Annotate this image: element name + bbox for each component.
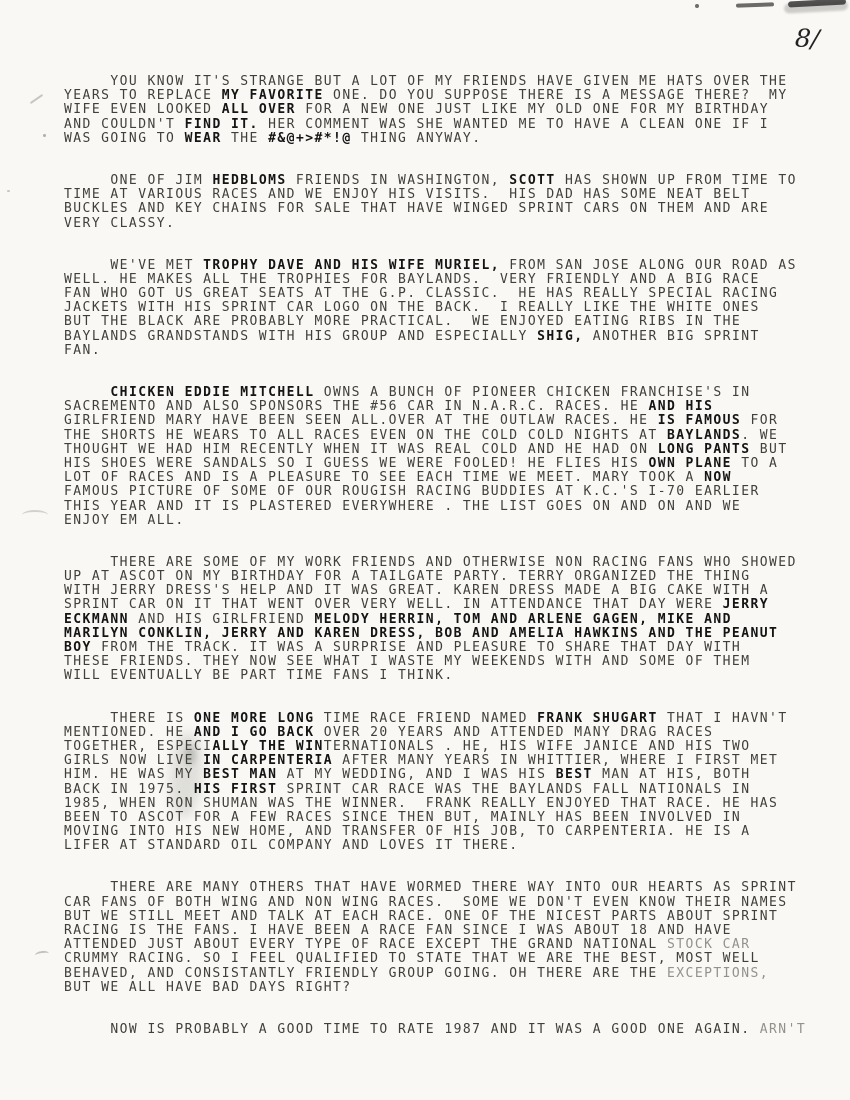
text-segment: SCOTT <box>509 172 556 188</box>
text-line <box>64 768 824 782</box>
text-segment: RACING IS THE FANS. I HAVE BEEN A RACE FAN SINCE I WAS ABOUT 18 AND HAVE <box>64 923 732 938</box>
text-segment: HER COMMENT WAS SHE WANTED ME TO HAVE A CLEAN ONE IF I <box>258 116 770 132</box>
text-line <box>64 259 824 273</box>
text-segment: HAS SHOWN UP FROM TIME TO <box>555 172 797 188</box>
text-line <box>64 344 824 358</box>
text-segment: HIS FIRST <box>193 781 278 797</box>
document-text <box>64 75 824 1065</box>
text-segment: ALLY THE WIN <box>212 738 324 754</box>
text-segment: ANOTHER BIG SPRINT <box>583 328 760 344</box>
text-segment: IS FAMOUS <box>657 413 742 429</box>
text-line <box>64 712 824 726</box>
text-segment: ONE. DO YOU SUPPOSE THERE IS A MESSAGE THERE? MY <box>323 88 788 104</box>
paragraph <box>64 712 824 854</box>
text-line <box>64 754 824 768</box>
text-segment: YEARS TO REPLACE <box>64 88 222 104</box>
text-line <box>64 500 824 514</box>
text-line <box>64 386 824 400</box>
text-segment: THIS YEAR AND IT IS PLASTERED EVERYWHERE . THE LIST GOES ON AND ON AND WE <box>64 498 742 514</box>
text-segment: SPRINT CAR RACE WAS THE BAYLANDS FALL NATIONALS IN <box>277 781 751 797</box>
text-segment: FAN. <box>64 342 102 358</box>
text-segment: BACK IN 1975. <box>64 781 194 797</box>
text-segment: TO A <box>731 455 779 471</box>
text-line <box>64 967 824 981</box>
text-line <box>64 174 824 188</box>
text-segment: TIME AT VARIOUS RACES AND WE ENJOY HIS VISITS. HIS DAD HAS SOME NEAT BELT <box>64 187 751 203</box>
text-line <box>64 896 824 910</box>
text-segment: YOU KNOW IT'S STRANGE BUT A LOT OF MY FRIENDS HAVE GIVEN ME HATS OVER THE <box>64 74 788 89</box>
text-segment: HEDBLOMS <box>212 172 287 188</box>
text-line <box>64 584 824 598</box>
text-segment: #&@+>#*!@ <box>268 130 352 146</box>
text-segment: BUT WE ALL HAVE BAD DAYS RIGHT? <box>64 979 352 995</box>
text-segment: ECKMANN <box>64 611 129 627</box>
text-segment: FIND IT. <box>184 116 259 132</box>
text-segment: FOR A NEW ONE JUST LIKE MY OLD ONE FOR MY BIRTHDAY <box>295 102 770 118</box>
margin-dot-mark <box>7 190 10 192</box>
text-line <box>64 627 824 641</box>
text-line <box>64 598 824 612</box>
text-segment: TOGETHER, ESPECI <box>64 738 213 754</box>
text-line <box>64 330 824 344</box>
text-segment: UP AT ASCOT ON MY BIRTHDAY FOR A TAILGATE PARTY. TERRY ORGANIZED THE THING <box>64 569 751 585</box>
text-segment: THAT I HAVN'T <box>657 710 788 726</box>
text-line <box>64 726 824 740</box>
text-segment: MAN AT HIS, BOTH <box>592 767 751 783</box>
text-segment: THOUGHT WE HAD HIM RECENTLY WHEN IT WAS REAL COLD AND HE HAD ON <box>64 441 658 457</box>
text-segment: THING ANYWAY. <box>351 130 482 146</box>
text-line <box>64 910 824 924</box>
text-segment: AND HIS <box>648 399 714 415</box>
text-segment: BUT THE BLACK ARE PROBABLY MORE PRACTICAL. WE ENJOYED EATING RIBS IN THE <box>64 314 742 330</box>
text-line <box>64 443 824 457</box>
text-line <box>64 938 824 952</box>
text-segment: WE'VE MET <box>64 257 204 273</box>
text-segment: AFTER MANY YEARS IN WHITTIER, WHERE I FIRST MET <box>333 753 779 769</box>
paragraph <box>64 259 824 358</box>
text-segment: LIFER AT STANDARD OIL COMPANY AND LOVES IT THERE. <box>64 838 519 854</box>
text-line <box>64 132 824 146</box>
text-line <box>64 797 824 811</box>
paragraph <box>64 174 824 231</box>
text-line <box>64 514 824 528</box>
text-line <box>64 613 824 627</box>
paragraph <box>64 386 824 528</box>
text-segment: THESE FRIENDS. THEY NOW SEE WHAT I WASTE MY WEEKENDS WITH AND SOME OF THEM <box>64 654 751 670</box>
text-segment: OVER 20 YEARS AND ATTENDED MANY DRAG RACES <box>314 724 714 740</box>
text-segment: TROPHY DAVE AND HIS WIFE MURIEL, <box>203 257 501 273</box>
text-line <box>64 952 824 966</box>
text-segment: CRUMMY RACING. SO I FEEL QUALIFIED TO STATE THAT WE ARE THE BEST, MOST WELL <box>64 951 760 967</box>
text-segment: OWNS A BUNCH OF PIONEER CHICKEN FRANCHISE'S IN <box>314 385 751 400</box>
text-segment: GIRLS NOW LIVE <box>64 753 204 769</box>
text-line <box>64 570 824 584</box>
text-line <box>64 89 824 103</box>
text-segment: BOY <box>64 640 92 655</box>
text-segment: BUT <box>750 441 788 457</box>
text-segment: AND COULDN'T <box>64 116 185 132</box>
text-line <box>64 924 824 938</box>
text-segment: MENTIONED. HE <box>64 724 194 740</box>
text-segment: FOR <box>741 413 779 429</box>
text-segment: WEAR <box>184 130 222 146</box>
text-segment: 1985, WHEN RON SHUMAN WAS THE WINNER. FRANK REALLY ENJOYED THAT RACE. HE HAS <box>64 795 779 811</box>
text-segment: NOW <box>704 470 732 486</box>
text-segment: THERE ARE MANY OTHERS THAT HAVE WORMED THERE WAY INTO OUR HEARTS AS SPRINT <box>64 880 797 896</box>
text-segment: CHICKEN EDDIE MITCHELL <box>110 385 315 400</box>
text-line <box>64 669 824 683</box>
text-segment: . WE <box>741 427 779 443</box>
margin-curve-mark <box>22 510 48 520</box>
text-segment: BEHAVED, AND CONSISTANTLY FRIENDLY GROUP GOING. OH THERE ARE THE <box>64 965 667 981</box>
text-segment: BUT WE STILL MEET AND TALK AT EACH RACE. ONE OF THE NICEST PARTS ABOUT SPRINT <box>64 908 779 924</box>
text-segment: ONE MORE LONG <box>193 710 315 726</box>
text-segment: WILL EVENTUALLY BE PART TIME FANS I THINK. <box>64 668 454 684</box>
text-segment: BEST MAN <box>203 767 278 783</box>
text-line <box>64 485 824 499</box>
text-segment: WELL. HE MAKES ALL THE TROPHIES FOR BAYLANDS. VERY FRIENDLY AND A BIG RACE <box>64 271 760 287</box>
text-line <box>64 315 824 329</box>
text-line <box>64 471 824 485</box>
text-segment: WAS GOING TO <box>64 130 185 146</box>
text-line <box>64 400 824 414</box>
text-segment: THE SHORTS HE WEARS TO ALL RACES EVEN ON THE COLD COLD NIGHTS AT <box>64 427 667 443</box>
text-segment: BAYLANDS GRANDSTANDS WITH HIS GROUP AND ESPECIALLY <box>64 328 538 344</box>
text-segment: ATTENDED JUST ABOUT EVERY TYPE OF RACE EXCEPT THE GRAND NATIONAL <box>64 937 667 953</box>
top-edge-dash-mark <box>736 2 774 7</box>
text-segment: ONE OF JIM <box>64 172 213 188</box>
text-segment: LOT OF RACES AND IS A PLEASURE TO SEE EACH TIME WE MEET. MARY TOOK A <box>64 470 705 486</box>
margin-slash-mark <box>30 94 43 104</box>
text-segment: OWN PLANE <box>648 455 732 471</box>
paragraph <box>64 556 824 684</box>
text-line <box>64 188 824 202</box>
text-segment: EXCEPTIONS, <box>666 965 770 981</box>
text-segment: VERY CLASSY. <box>64 215 176 231</box>
text-segment: WIFE EVEN LOOKED <box>64 102 222 118</box>
text-line <box>64 457 824 471</box>
text-line <box>64 118 824 132</box>
text-line <box>64 429 824 443</box>
text-line <box>64 655 824 669</box>
text-line <box>64 825 824 839</box>
text-segment: SHIG, <box>537 328 584 344</box>
text-line <box>64 75 824 89</box>
text-segment: GIRLFRIEND MARY HAVE BEEN SEEN ALL.OVER AT THE OUTLAW RACES. HE <box>64 413 658 429</box>
text-line <box>64 103 824 117</box>
text-segment: THERE ARE SOME OF MY WORK FRIENDS AND OTHERWISE NON RACING FANS WHO SHOWED <box>64 554 797 570</box>
paragraph <box>64 1023 824 1037</box>
text-line <box>64 641 824 655</box>
text-segment: BEST <box>555 767 593 783</box>
text-line <box>64 783 824 797</box>
paragraph <box>64 881 824 995</box>
text-line <box>64 839 824 853</box>
text-segment: MOVING INTO HIS NEW HOME, AND TRANSFER OF HIS JOB, TO CARPENTERIA. HE IS A <box>64 824 751 840</box>
text-line <box>64 273 824 287</box>
text-segment: BEEN TO ASCOT FOR A FEW RACES SINCE THEN BUT, MAINLY HAS BEEN INVOLVED IN <box>64 809 742 825</box>
text-line <box>64 740 824 754</box>
text-segment: THERE IS <box>64 710 194 726</box>
text-segment: MARILYN CONKLIN, JERRY AND KAREN DRESS, BOB AND AMELIA HAWKINS AND THE PEANUT <box>64 625 779 641</box>
text-segment: ENJOY EM ALL. <box>64 512 185 528</box>
text-segment: CAR FANS OF BOTH WING AND NON WING RACES. SOME WE DON'T EVEN KNOW THEIR NAMES <box>64 894 788 910</box>
text-segment: ALL OVER <box>221 102 296 118</box>
text-segment: TERNATIONALS . HE, HIS WIFE JANICE AND HIS TWO <box>323 738 751 754</box>
text-segment: NOW IS PROBABLY A GOOD TIME TO RATE 1987 AND IT WAS A GOOD ONE AGAIN. <box>64 1021 760 1037</box>
text-line <box>64 811 824 825</box>
text-line <box>64 217 824 231</box>
paragraph <box>64 75 824 146</box>
text-segment: TIME RACE FRIEND NAMED <box>314 710 538 726</box>
text-segment: FROM SAN JOSE ALONG OUR ROAD AS <box>500 257 797 273</box>
text-segment: BUCKLES AND KEY CHAINS FOR SALE THAT HAVE WINGED SPRINT CARS ON THEM AND ARE <box>64 201 770 217</box>
text-segment: BAYLANDS <box>666 427 742 443</box>
text-line <box>64 301 824 315</box>
text-line <box>64 1023 824 1037</box>
text-segment: HIS SHOES WERE SANDALS SO I GUESS WE WERE FOOLED! HE FLIES HIS <box>64 455 649 471</box>
text-segment: JACKETS WITH HIS SPRINT CAR LOGO ON THE BACK. I REALLY LIKE THE WHITE ONES <box>64 300 760 316</box>
text-segment: AND I GO BACK <box>193 724 315 740</box>
text-segment: AT MY WEDDING, AND I WAS HIS <box>277 767 556 783</box>
text-segment: ARN'T <box>759 1021 807 1037</box>
text-segment: AND HIS GIRLFRIEND <box>128 611 315 627</box>
text-segment: LONG PANTS <box>657 441 751 457</box>
text-segment <box>64 385 110 400</box>
text-segment: SACREMENTO AND ALSO SPONSORS THE #56 CAR IN N.A.R.C. RACES. HE <box>64 399 649 415</box>
text-line <box>64 881 824 895</box>
text-line <box>64 202 824 216</box>
text-segment: FAMOUS PICTURE OF SOME OF OUR ROUGISH RACING BUDDIES AT K.C.'S I-70 EARLIER <box>64 484 760 500</box>
text-segment: FRIENDS IN WASHINGTON, <box>286 172 510 188</box>
text-segment: MELODY HERRIN, TOM AND ARLENE GAGEN, MIKE AND <box>314 611 732 627</box>
margin-curve-mark <box>35 950 50 959</box>
text-segment: IN CARPENTERIA <box>203 753 334 769</box>
text-line <box>64 414 824 428</box>
text-segment: FAN WHO GOT US GREAT SEATS AT THE G.P. CLASSIC. HE HAS REALLY SPECIAL RACING <box>64 286 779 302</box>
text-line <box>64 981 824 995</box>
margin-dot-mark <box>43 134 46 137</box>
text-segment: JERRY <box>722 597 770 613</box>
text-segment: SPRINT CAR ON IT THAT WENT OVER VERY WELL. IN ATTENDANCE THAT DAY WERE <box>64 597 723 613</box>
text-segment: STOCK CAR <box>666 937 751 953</box>
text-segment: HIM. HE WAS MY <box>64 767 204 783</box>
text-segment: MY FAVORITE <box>221 88 324 104</box>
text-segment: THE <box>221 130 269 146</box>
top-edge-dot-mark <box>695 4 699 8</box>
text-line <box>64 287 824 301</box>
text-segment: FROM THE TRACK. IT WAS A SURPRISE AND PLEASURE TO SHARE THAT DAY WITH <box>91 640 742 655</box>
handwritten-page-number: 8/ <box>794 23 821 54</box>
text-segment: WITH JERRY DRESS'S HELP AND IT WAS GREAT. KAREN DRESS MADE A BIG CAKE WITH A <box>64 583 770 599</box>
text-segment: FRANK SHUGART <box>537 710 658 726</box>
text-line <box>64 556 824 570</box>
